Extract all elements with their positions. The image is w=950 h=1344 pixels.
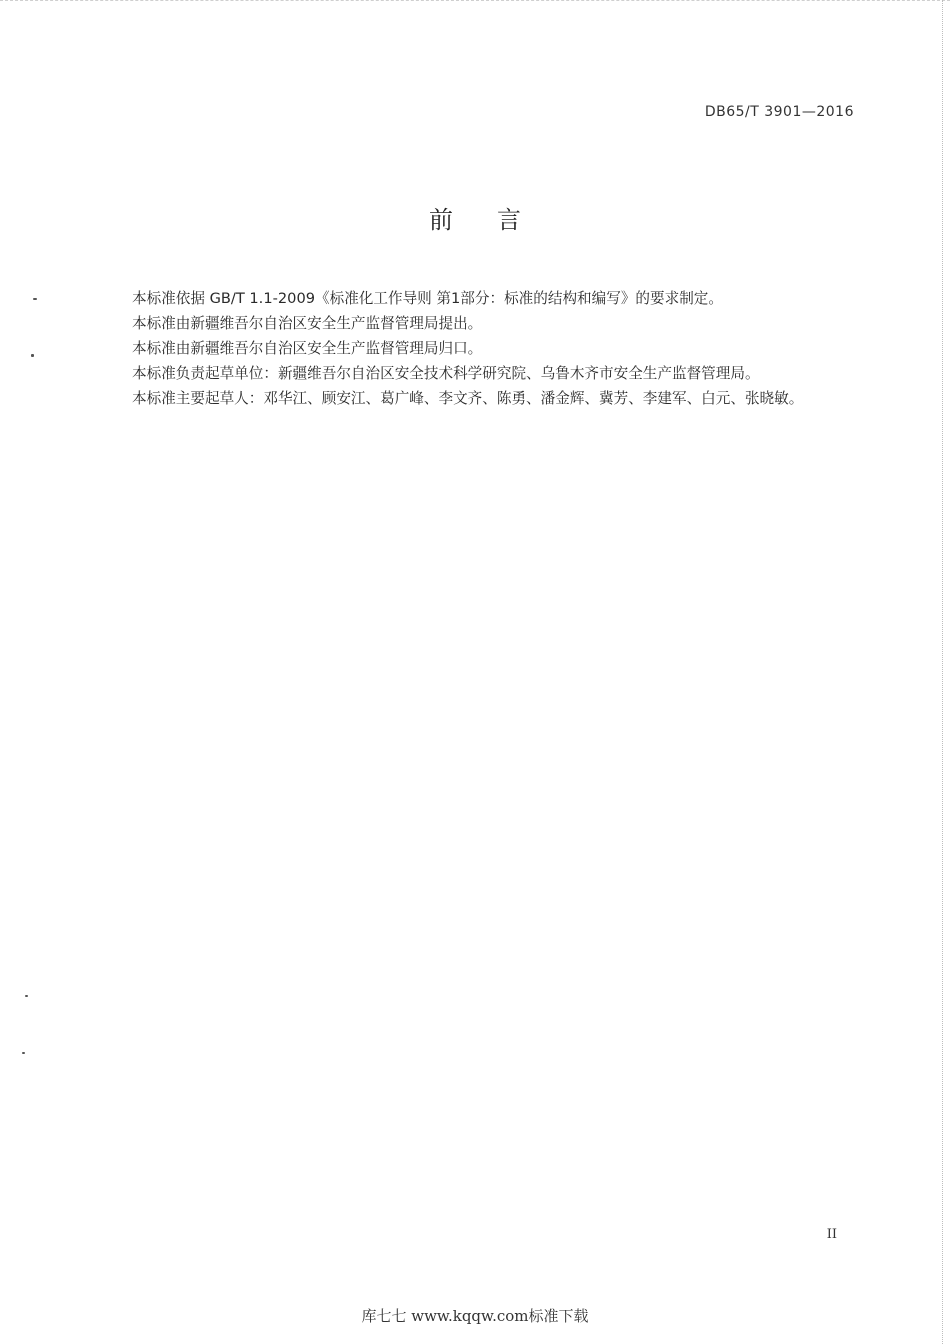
scan-speck [31,354,34,357]
paragraph: 本标准负责起草单位：新疆维吾尔自治区安全技术科学研究院、乌鲁木齐市安全生产监督管理局。 [132,365,760,382]
scan-speck [22,1052,25,1054]
paragraph: 本标准由新疆维吾尔自治区安全生产监督管理局归口。 [132,340,483,357]
footer-watermark: 库七七 www.kqqw.com标准下载 [361,1307,589,1325]
scan-top-edge [0,0,950,6]
page-number: II [826,1227,837,1242]
page-title: 前言 [429,206,565,234]
document-code: DB65/T 3901—2016 [704,104,854,120]
scan-speck [33,298,37,300]
paragraph: 本标准由新疆维吾尔自治区安全生产监督管理局提出。 [132,315,483,332]
paragraph: 本标准主要起草人：邓华江、顾安江、葛广峰、李文齐、陈勇、潘金辉、冀芳、李建军、白元、张晓敏。 [132,390,804,407]
preface-body [100,286,855,411]
scan-speck [25,995,28,997]
paragraph: 本标准依据 GB/T 1.1-2009《标准化工作导则 第1部分：标准的结构和编写》的要求制定。 [132,290,723,307]
